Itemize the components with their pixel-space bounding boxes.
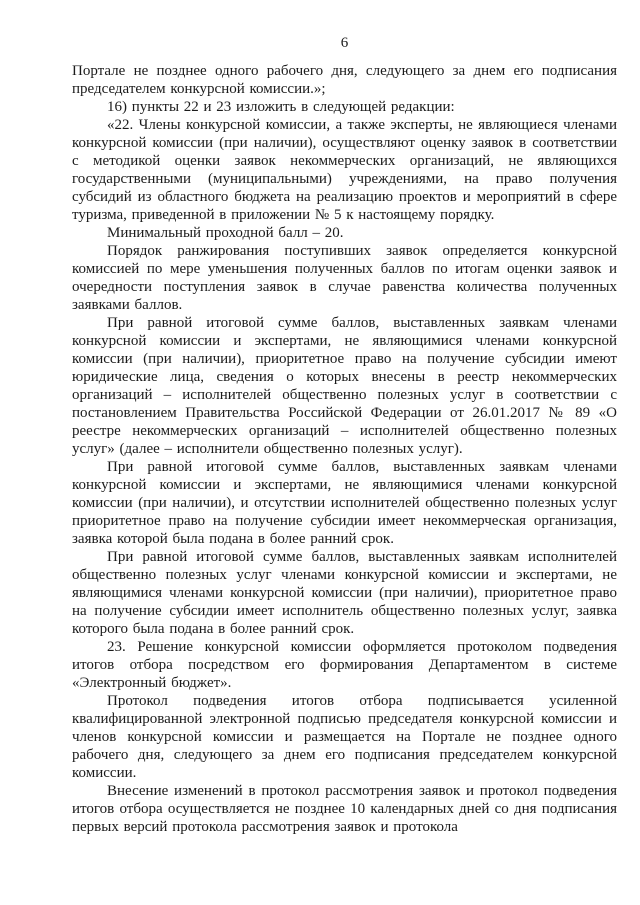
page-number: 6 <box>340 35 349 51</box>
paragraph-clause-22: «22. Члены конкурсной комиссии, а также эксперты, не являющиеся членами конкурсной комиссии (при наличии), осуществляют оценку заявок в соответствии с методикой оценки заявок некоммерческих организаций, не являющихся государственными (муниципальными) учреждениями, на право получения субсидий из областного бюджета на реализацию проектов и мероприятий в сфере туризма, приведенной в приложении № 5 к настоящему порядку. <box>72 117 617 223</box>
document-body <box>72 62 617 836</box>
paragraph-min-score: Минимальный проходной балл – 20. <box>107 225 344 241</box>
paragraph-ranking: Порядок ранжирования поступивших заявок определяется конкурсной комиссией по мере уменьшения полученных баллов по итогам оценки заявок и очередности поступления заявок в случае равенства количества полученных заявками баллов. <box>72 243 617 313</box>
paragraph-protocol-signing: Протокол подведения итогов отбора подписывается усиленной квалифицированной электронной подписью председателя конкурсной комиссии и членов конкурсной комиссии и размещается на Портале не позднее одного рабочего дня, следующего за днем его подписания председателем конкурсной комиссии. <box>72 693 617 781</box>
paragraph-equal-score-1: При равной итоговой сумме баллов, выставленных заявкам членами конкурсной комиссии и экспертами, не являющимися членами конкурсной комиссии (при наличии), приоритетное право на получение субсидии имеют юридические лица, сведения о которых внесены в реестр некоммерческих организаций – исполнителей общественно полезных услуг в соответствии с постановлением Правительства Российской Федерации от 26.01.2017 № 89 «О реестре некоммерческих организаций – исполнителей общественно полезных услуг» (далее – исполнители общественно полезных услуг). <box>72 315 617 457</box>
paragraph-item-16: 16) пункты 22 и 23 изложить в следующей редакции: <box>107 99 455 115</box>
paragraph-amendments: Внесение изменений в протокол рассмотрения заявок и протокол подведения итогов отбора осуществляется не позднее 10 календарных дней со дня подписания первых версий протокола рассмотрения заявок и протокола <box>72 783 617 835</box>
paragraph-equal-score-2: При равной итоговой сумме баллов, выставленных заявкам членами конкурсной комиссии и экспертами, не являющимися членами конкурсной комиссии (при наличии), и отсутствии исполнителей общественно полезных услуг приоритетное право на получение субсидии имеет некоммерческая организация, заявка которой была подана в более ранний срок. <box>72 459 617 547</box>
paragraph-equal-score-3: При равной итоговой сумме баллов, выставленных заявкам исполнителей общественно полезных услуг членами конкурсной комиссии и экспертами, не являющимися членами конкурсной комиссии (при наличии), приоритетное право на получение субсидии имеет исполнитель общественно полезных услуг, заявка которого была подана в более ранний срок. <box>72 549 617 637</box>
paragraph-continuation: Портале не позднее одного рабочего дня, следующего за днем его подписания председателем конкурсной комиссии.»; <box>72 63 617 97</box>
paragraph-clause-23: 23. Решение конкурсной комиссии оформляется протоколом подведения итогов отбора посредством его формирования Департаментом в системе «Электронный бюджет». <box>72 639 617 691</box>
